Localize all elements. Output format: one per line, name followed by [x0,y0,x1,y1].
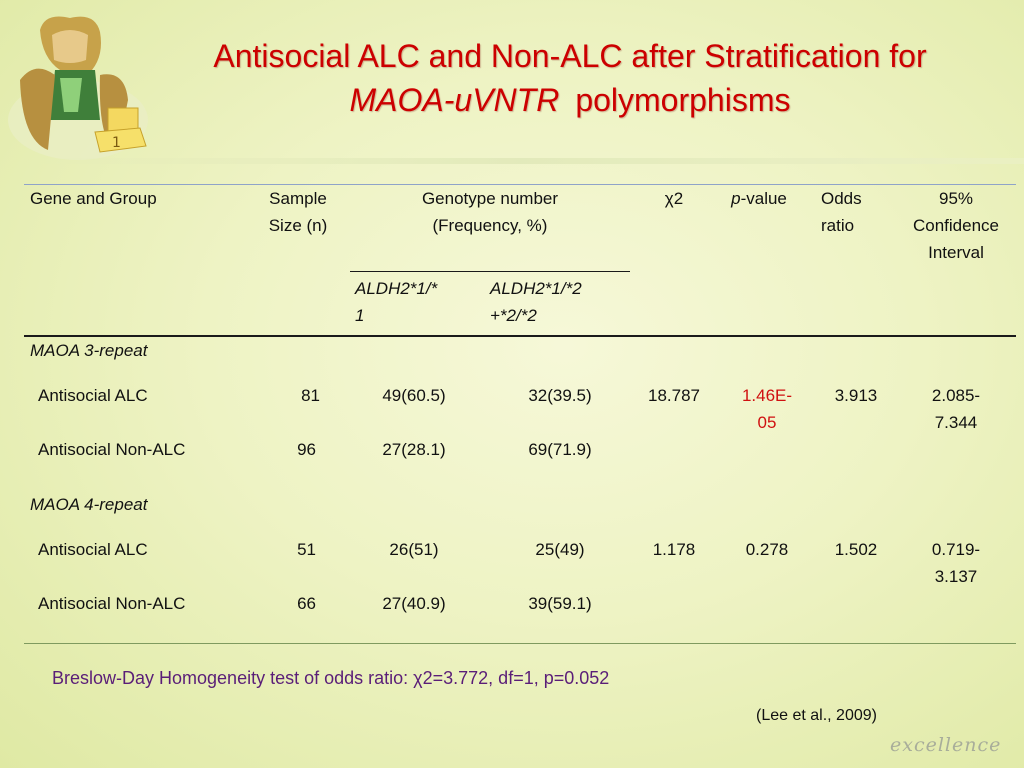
svg-text:1: 1 [112,135,121,151]
header-genotype-aldh2-11 [355,275,437,329]
header-genotype-aldh2-11-line2: 1 [355,306,365,325]
row-genotype-12: 69(71.9) [528,440,592,459]
citation: (Lee et al., 2009) [756,707,877,724]
row-sample-size: 51 [297,540,316,559]
header-sample-size-line1: Sample [269,189,327,208]
header-ci-line1: 95% [938,189,974,208]
row-confidence-interval [904,536,1008,590]
row-odds-ratio: 3.913 [834,386,878,405]
row-name: Antisocial Non-ALC [38,594,186,613]
trophy-figure-clipart [0,0,160,165]
row-chi-square: 18.787 [648,386,700,405]
group-label-maoa-4-repeat: MAOA 4-repeat [30,495,148,514]
row-chi-square: 1.178 [652,540,696,559]
row-genotype-11: 27(28.1) [382,440,446,459]
title-line-2-rest: polymorphisms [575,82,791,118]
row-p-value [724,536,810,563]
header-genotype-aldh2-12 [490,275,582,329]
row-p-value [724,382,810,436]
row-genotype-11: 27(40.9) [382,594,446,613]
row-sample-size: 81 [301,386,320,405]
results-table [24,184,1016,644]
row-name: Antisocial ALC [38,386,148,405]
slide-title [150,34,990,122]
genotype-header-rule [350,271,630,272]
header-odds-line1: Odds [821,189,862,208]
header-genotype-aldh2-12-line2: +*2/*2 [490,306,537,325]
header-p-value-rest: -value [740,189,787,208]
row-name: Antisocial Non-ALC [38,440,186,459]
row-genotype-11: 49(60.5) [382,386,446,405]
row-name: Antisocial ALC [38,540,148,559]
header-genotype-line2: (Frequency, %) [432,216,548,235]
row-genotype-12: 39(59.1) [528,594,592,613]
title-line-1: Antisocial ALC and Non-ALC after Stratification for [213,38,927,74]
header-gene-group: Gene and Group [30,189,157,208]
header-ci-line3: Interval [928,243,984,262]
header-confidence-interval [894,185,1018,266]
header-divider [20,158,1024,164]
row-ci-line2: 3.137 [934,567,978,586]
header-genotype-aldh2-11-line1: ALDH2*1/* [355,279,438,298]
table-bottom-rule [24,643,1016,644]
header-p-value [714,185,804,212]
row-sample-size: 66 [297,594,316,613]
row-p-value-line1: 0.278 [745,540,789,559]
header-sample-size-line2: Size (n) [268,216,328,235]
header-genotype [350,185,630,239]
header-genotype-aldh2-12-line1: ALDH2*1/*2 [490,279,582,298]
breslow-day-note: Breslow-Day Homogeneity test of odds ratio: χ2=3.772, df=1, p=0.052 [52,668,610,688]
excellence-watermark: excellence [890,734,1002,756]
table-header-rule [24,335,1016,337]
header-ci-line2: Confidence [912,216,999,235]
row-p-value-line2: 05 [757,413,777,432]
row-genotype-12: 32(39.5) [528,386,592,405]
row-sample-size: 96 [297,440,316,459]
row-confidence-interval [904,382,1008,436]
header-genotype-line1: Genotype number [421,189,559,208]
group-label-maoa-3-repeat: MAOA 3-repeat [30,341,148,360]
row-ci-line1: 0.719- [931,540,981,559]
row-ci-line2: 7.344 [934,413,978,432]
row-odds-ratio: 1.502 [834,540,878,559]
row-genotype-11: 26(51) [389,540,439,559]
row-ci-line1: 2.085- [931,386,981,405]
header-chi-square: χ2 [664,189,684,208]
header-sample-size [250,185,346,239]
header-p-value-italic: p [731,189,741,208]
header-odds-line2: ratio [821,216,855,235]
row-p-value-line1: 1.46E- [741,386,793,405]
title-gene-name: MAOA-uVNTR [349,82,560,118]
title-line-2 [150,78,990,122]
row-genotype-12: 25(49) [535,540,585,559]
header-odds-ratio [821,185,862,239]
